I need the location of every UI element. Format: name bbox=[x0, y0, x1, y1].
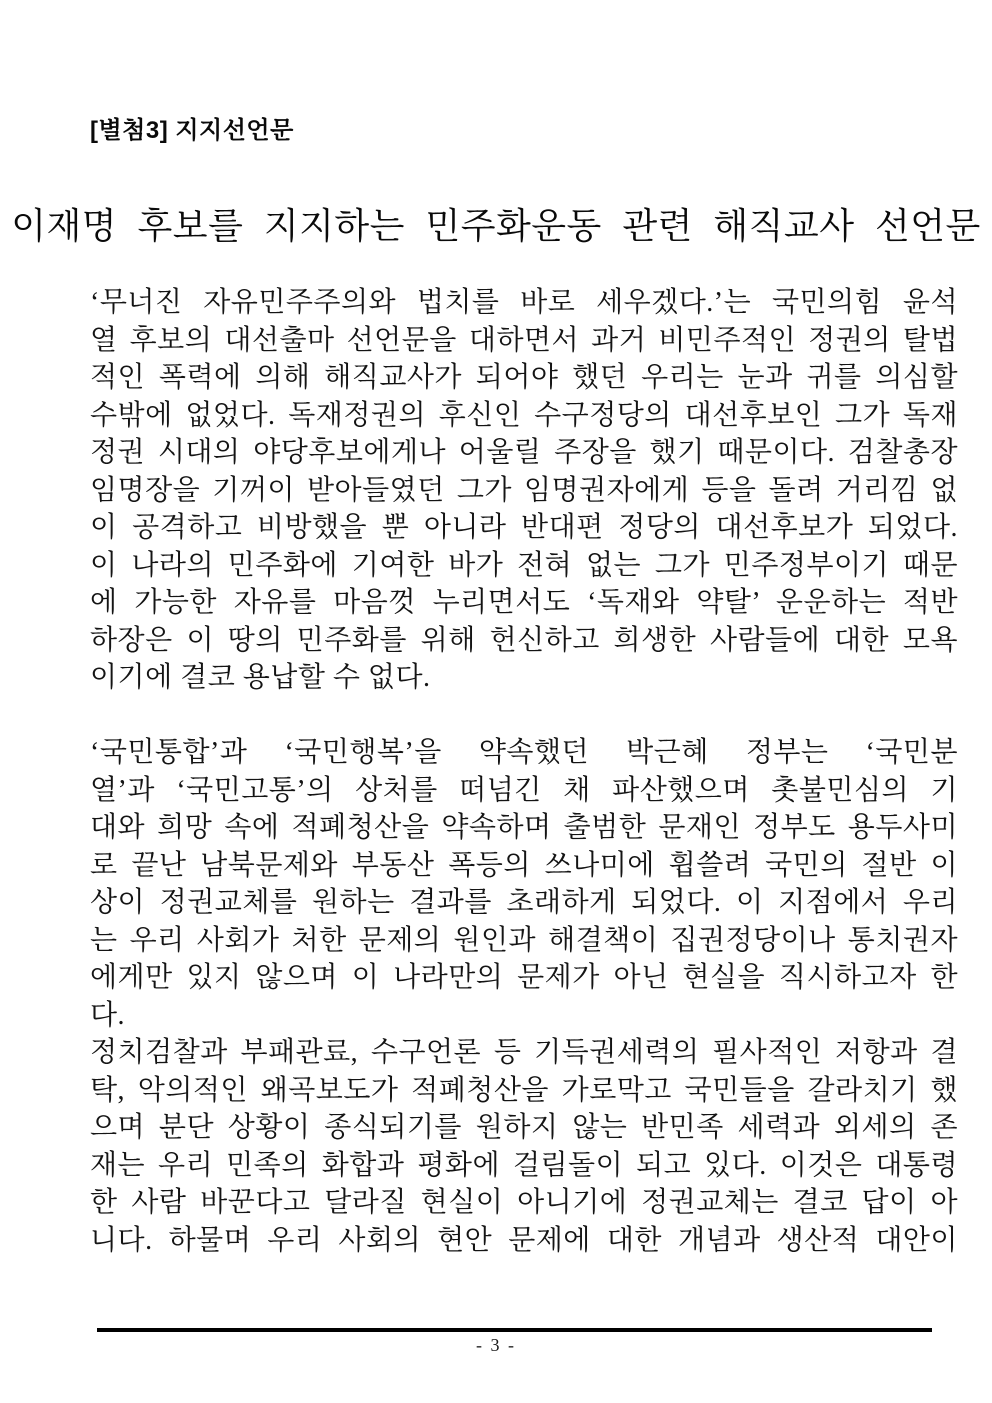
text-line: ‘국민통합’과 ‘국민행복’을 약속했던 박근혜 정부는 ‘국민분 bbox=[90, 737, 958, 768]
text-line: 탁, 악의적인 왜곡보도가 적폐청산을 가로막고 국민들을 갈라치기 했 bbox=[90, 1074, 958, 1106]
text-line: 이 나라의 민주화에 기여한 바가 전혀 없는 그가 민주정부이기 때문 bbox=[90, 549, 958, 581]
text-line: 으며 분단 상황이 종식되기를 원하지 않는 반민족 세력과 외세의 존 bbox=[90, 1112, 958, 1143]
paragraph-1 bbox=[90, 284, 958, 697]
text-line: 니다. 하물며 우리 사회의 현안 문제에 대한 개념과 생산적 대안이 bbox=[90, 1224, 958, 1256]
text-line: 이 공격하고 비방했을 뿐 아니라 반대편 정당의 대선후보가 되었다. bbox=[90, 512, 958, 543]
text-line: 정치검찰과 부패관료, 수구언론 등 기득권세력의 필사적인 저항과 결 bbox=[90, 1037, 958, 1068]
text-line: 임명장을 기꺼이 받아들였던 그가 임명권자에게 등을 돌려 거리낌 없 bbox=[90, 474, 958, 506]
text-line: 수밖에 없었다. 독재정권의 후신인 수구정당의 대선후보인 그가 독재 bbox=[90, 399, 958, 431]
footer-divider bbox=[97, 1328, 932, 1332]
text-line: 다. bbox=[90, 999, 126, 1031]
text-line: 정권 시대의 야당후보에게나 어울릴 주장을 했기 때문이다. 검찰총장 bbox=[90, 437, 958, 468]
text-line: 에 가능한 자유를 마음껏 누리면서도 ‘독재와 약탈’ 운운하는 적반 bbox=[90, 587, 958, 618]
document-body bbox=[90, 284, 958, 1259]
attachment-label: [별첨3] 지지선언문 bbox=[90, 117, 294, 144]
paragraph-2 bbox=[90, 734, 958, 1034]
document-title: 이재명 후보를 지지하는 민주화운동 관련 해직교사 선언문 bbox=[11, 206, 981, 246]
text-line: ‘무너진 자유민주주의와 법치를 바로 세우겠다.’는 국민의힘 윤석 bbox=[90, 287, 958, 318]
text-line: 하장은 이 땅의 민주화를 위해 헌신하고 희생한 사람들에 대한 모욕 bbox=[90, 624, 958, 656]
text-line: 재는 우리 민족의 화합과 평화에 걸림돌이 되고 있다. 이것은 대통령 bbox=[90, 1149, 958, 1181]
paragraph-3 bbox=[90, 1034, 958, 1259]
text-line: 열 후보의 대선출마 선언문을 대하면서 과거 비민주적인 정권의 탈법 bbox=[90, 324, 958, 356]
text-line: 열’과 ‘국민고통’의 상처를 떠넘긴 채 파산했으며 촛불민심의 기 bbox=[90, 774, 958, 806]
text-line: 대와 희망 속에 적폐청산을 약속하며 출범한 문재인 정부도 용두사미 bbox=[90, 812, 958, 843]
text-line: 적인 폭력에 의해 해직교사가 되어야 했던 우리는 눈과 귀를 의심할 bbox=[90, 362, 958, 393]
text-line: 는 우리 사회가 처한 문제의 원인과 해결책이 집권정당이나 통치권자 bbox=[90, 924, 958, 956]
text-line: 로 끝난 남북문제와 부동산 폭등의 쓰나미에 휩쓸려 국민의 절반 이 bbox=[90, 849, 958, 881]
page-number: - 3 - bbox=[476, 1335, 516, 1355]
text-line: 에게만 있지 않으며 이 나라만의 문제가 아닌 현실을 직시하고자 한 bbox=[90, 962, 958, 993]
text-line: 한 사람 바꾼다고 달라질 현실이 아니기에 정권교체는 결코 답이 아 bbox=[90, 1187, 958, 1218]
text-line: 상이 정권교체를 원하는 결과를 초래하게 되었다. 이 지점에서 우리 bbox=[90, 887, 958, 918]
text-line: 이기에 결코 용납할 수 없다. bbox=[90, 662, 431, 693]
